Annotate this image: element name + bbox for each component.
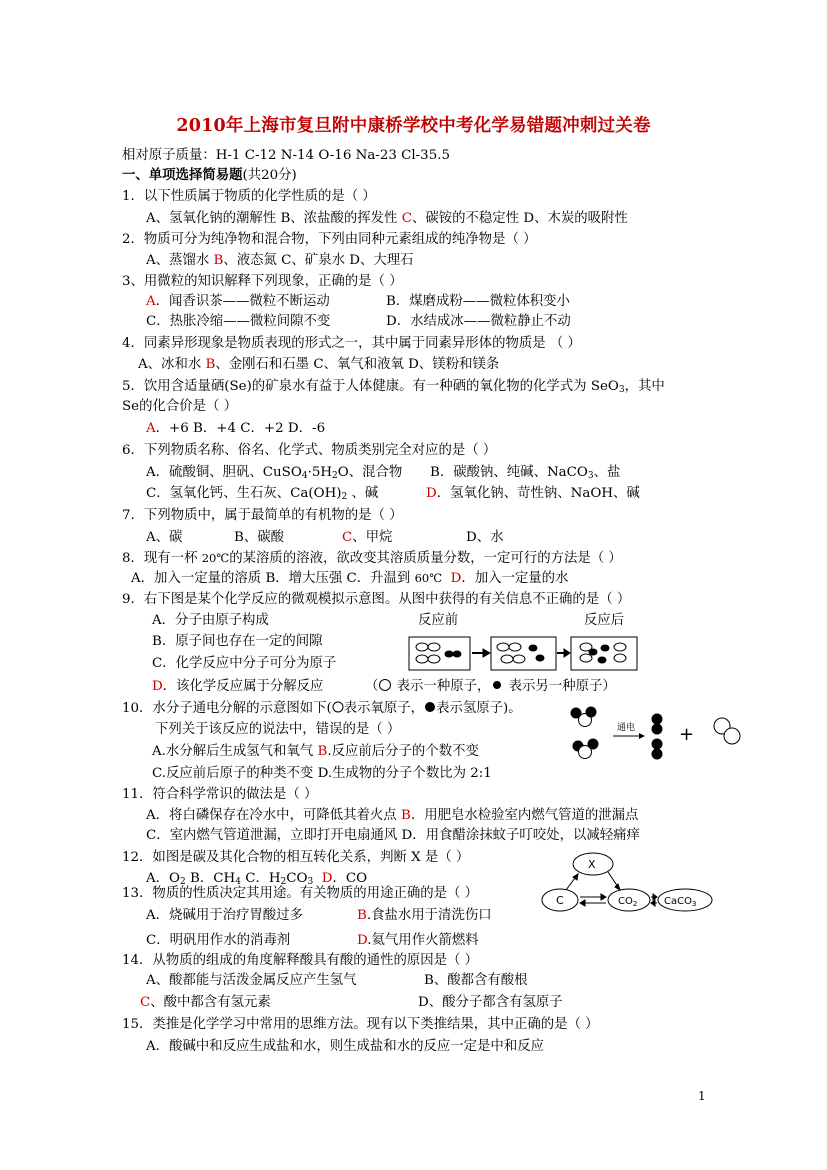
q13-answer-letter-d: D <box>357 933 368 948</box>
atomic-mass-line: 相对原子质量：H-1 C-12 N-14 O-16 Na-23 Cl-35.5 <box>122 148 450 163</box>
q7-option-d: D、水 <box>466 530 504 545</box>
q7-option-a: A、碳 <box>146 530 183 545</box>
question-9-stem: 9．右下图是某个化学反应的微观模拟示意图。从图中获得的有关信息不正确的是（ ） <box>122 592 631 607</box>
oxygen-atom-icon <box>332 701 344 713</box>
q14-option-d: D、酸分子都含有氢原子 <box>418 995 563 1010</box>
q8-stem-post: 的某溶质的溶液，欲改变其溶质质量分数，一定可行的方法是（ ） <box>229 551 622 566</box>
q12-c-sub: 2 <box>280 877 287 887</box>
q10-arrow-label: 通电 <box>617 723 636 733</box>
q6-c-sub: 2 <box>341 492 348 502</box>
q5-subscript: 3 <box>618 385 625 395</box>
q3-option-b: B．煤磨成粉——微粒体积变小 <box>386 294 570 309</box>
q13-option-c: C．明矾用作水的消毒剂 <box>146 933 291 948</box>
q14-answer-letter: C <box>140 995 151 1010</box>
q14-option-a: A、酸都能与活泼金属反应产生氢气 <box>146 973 357 988</box>
q10-stem-pre: 10．水分子通电分解的示意图如下( <box>122 701 332 716</box>
q7-c-text: 、甲烷 <box>352 530 393 545</box>
q10-stem-mid: 表示氧原子， <box>343 701 425 716</box>
q6-b-sub: 3 <box>587 471 594 481</box>
page-number: 1 <box>698 1089 706 1103</box>
q3-option-d: D．水结成冰——微粒静止不动 <box>386 314 571 329</box>
q1-option-a: A、氢氧化钠的潮解性 <box>146 211 281 226</box>
question-14-stem: 14．从物质的组成的角度解释酸具有酸的通性的原因是（ ） <box>122 953 479 968</box>
q4-answer-letter: B <box>205 357 216 372</box>
solid-atom-icon <box>490 678 504 692</box>
q12-carbon-cycle-diagram <box>538 850 718 918</box>
q6-c-post: 、碱 <box>347 486 379 501</box>
q2-option-a: A、蒸馏水 <box>146 253 214 268</box>
question-5-stem-2: Se的化合价是（ ） <box>122 399 238 414</box>
q9-option-a: A．分子由原子构成 <box>152 613 269 628</box>
q9-box-after <box>571 637 637 670</box>
q9-option-b: B．原子间也存在一定的间隙 <box>152 634 323 649</box>
question-8-stem <box>122 549 622 568</box>
hydrogen-atom-icon <box>424 701 436 713</box>
q10-option-a: A.水分解后生成氢气和氧气 <box>152 744 318 759</box>
q13-option-b <box>357 907 492 925</box>
q12-b: B．CH <box>185 871 236 886</box>
question-2-options <box>146 252 414 270</box>
question-15-stem: 15．类推是化学学习中常用的思维方法。现有以下类推结果，其中正确的是（ ） <box>122 1017 599 1032</box>
question-2-stem: 2．物质可分为纯净物和混合物，下列由同种元素组成的纯净物是（ ） <box>122 232 537 247</box>
question-12-stem: 12．如图是碳及其化合物的相互转化关系，判断 X 是（ ） <box>122 850 470 865</box>
q8-opts-text: A．加入一定量的溶质 B．增大压强 C．升温到 <box>131 571 415 586</box>
question-6-stem: 6．下列物质名称、俗名、化学式、物质类别完全对应的是（ ） <box>122 443 497 458</box>
q5-stem-text: 5．饮用含适量硒(Se)的矿泉水有益于人体健康。有一种硒的氧化物的化学式为 SeO <box>122 379 619 394</box>
q10-plus-sign: + <box>679 724 695 745</box>
q12-d: ．CO <box>332 871 368 886</box>
q3-option-c: C．热胀冷缩——微粒间隙不变 <box>146 314 331 329</box>
question-7-stem: 7．下列物质中，属于最简单的有机物的是（ ） <box>122 508 403 523</box>
question-11-stem: 11．符合科学常识的做法是（ ） <box>122 787 318 802</box>
q6-a-text: A．硫酸铜、胆矾、CuSO <box>146 465 302 480</box>
node-co2-label: $CO_2$ <box>618 896 638 908</box>
q8-temp1: 20℃ <box>201 551 230 565</box>
q9-legend-mid: 表示一种原子， <box>392 679 491 694</box>
q2-option-rest: 、液态氮 C、矿泉水 D、大理石 <box>223 253 414 268</box>
q10-option-cd <box>152 765 492 783</box>
q9-d-text: ．该化学反应属于分解反应 <box>162 679 324 694</box>
question-8-options <box>131 569 568 588</box>
q10-option-ab <box>152 743 479 761</box>
question-1-options <box>146 210 628 228</box>
q3-option-a <box>146 293 330 311</box>
q14-option-b: B、酸都含有酸根 <box>424 973 528 988</box>
question-3-stem: 3、用微粒的知识解释下列现象，正确的是（ ） <box>122 274 403 289</box>
question-1-stem: 1．以下性质属于物质的化学性质的是（ ） <box>122 189 376 204</box>
q6-b-post: 、盐 <box>593 465 621 480</box>
q11-option-a: A．将白磷保存在冷水中，可降低其着火点 <box>146 808 401 823</box>
q7-option-b: B、碳酸 <box>234 530 285 545</box>
q1-option-c: 、碳铵的不稳定性 <box>411 211 524 226</box>
question-4-stem: 4．同素异形现象是物质表现的形式之一，其中属于同素异形体的物质是 （ ） <box>122 336 581 351</box>
q9-legend-open: （ <box>365 679 379 694</box>
q11-option-cd: C．室内燃气管道泄漏，立即打开电扇通风 D．用食醋涂抹蚊子叮咬处，以减轻痛痒 <box>146 828 640 843</box>
q9-before-label: 反应前 <box>418 613 459 628</box>
q9-option-c: C．化学反应中分子可分为原子 <box>152 656 337 671</box>
q8-answer-letter: D <box>450 571 462 586</box>
q7-answer-letter: C <box>342 530 353 545</box>
q6-c-text: C．氢氧化钙、生石灰、Ca(OH) <box>146 486 342 501</box>
q13-option-d <box>357 932 479 950</box>
q9-legend <box>365 678 616 696</box>
q1-option-b: B、浓盐酸的挥发性 <box>280 211 402 226</box>
q12-c: C．H <box>240 871 281 886</box>
q11-option-ab <box>146 807 638 825</box>
q13-b-text: .食盐水用于清洗伤口 <box>366 908 492 923</box>
q4-option-a: A、冰和水 <box>138 357 206 372</box>
q10-option-c: C.反应前后原子的种类不变 <box>152 766 318 781</box>
q8-temp2: 60℃ <box>414 571 443 585</box>
q9-after-label: 反应后 <box>584 613 625 628</box>
q6-option-a <box>146 464 402 482</box>
q10-option-b: .反应前后分子的个数不变 <box>327 744 479 759</box>
q5-option-rest: ．+6 B．+4 C．+2 D．-6 <box>155 421 326 436</box>
q6-a-mid: ·5H <box>307 465 333 480</box>
q12-a-sub: 2 <box>180 877 186 887</box>
q4-option-rest: 、金刚石和石墨 C、氧气和液氧 D、镁粉和镁条 <box>215 357 500 372</box>
q12-answer-letter: D <box>321 871 333 886</box>
q7-option-c <box>342 529 392 547</box>
q10-electrolysis-diagram <box>563 702 753 764</box>
q11-answer-letter: B <box>400 808 411 823</box>
node-caco3-label: CaCO$_3$ <box>664 896 697 908</box>
q11-option-b: ．用肥皂水检验室内燃气管道的泄漏点 <box>410 808 639 823</box>
q3-option-a-text: ．闻香识茶——微粒不断运动 <box>155 294 330 309</box>
question-4-options <box>138 356 499 374</box>
q6-option-b <box>430 464 620 482</box>
q5-answer-letter: A <box>146 421 156 436</box>
document-title: 2010年上海市复旦附中康桥学校中考化学易错题冲刺过关卷 <box>176 116 651 136</box>
q15-option-a: A．酸碱中和反应生成盐和水，则生成盐和水的反应一定是中和反应 <box>146 1039 544 1054</box>
question-5-stem <box>122 378 665 396</box>
q12-c-sub2: 3 <box>307 877 314 887</box>
q1-option-d: D、木炭的吸附性 <box>523 211 628 226</box>
q6-d-text: ．氢氧化钠、苛性钠、NaOH、碱 <box>436 486 640 501</box>
q13-d-text: .氦气用作火箭燃料 <box>367 933 479 948</box>
q8-stem-pre: 8．现有一杯 <box>122 551 202 566</box>
q9-option-d <box>152 678 323 696</box>
q10-option-d: D.生成物的分子个数比为 2:1 <box>317 766 492 781</box>
question-10-stem-2: 下列关于该反应的说法中，错误的是（ ） <box>155 722 401 737</box>
q14-option-c <box>140 994 271 1012</box>
section-note: (共20分) <box>242 168 297 183</box>
q6-option-c <box>146 485 378 503</box>
section-heading <box>122 166 297 185</box>
q9-legend-end: 表示另一种原子） <box>504 679 616 694</box>
q8-d-text: ．加入一定量的水 <box>461 571 569 586</box>
q9-reaction-diagram <box>405 634 645 674</box>
q6-b-text: B．碳酸钠、纯碱、NaCO <box>430 465 588 480</box>
q10-answer-letter: B <box>317 744 328 759</box>
question-10-stem <box>122 700 522 718</box>
q6-a-sub1: 4 <box>301 471 308 481</box>
q6-a-post: O、混合物 <box>337 465 403 480</box>
q6-option-d <box>426 485 640 503</box>
section-title: 一、单项选择简易题 <box>122 167 243 183</box>
q3-answer-letter: A <box>146 294 156 309</box>
q13-option-a: A．烧碱用于治疗胃酸过多 <box>146 908 303 923</box>
q2-answer-letter: B <box>213 253 224 268</box>
q12-c-post: CO <box>286 871 308 886</box>
q6-answer-letter: D <box>426 486 437 501</box>
q1-answer-letter: C <box>401 211 412 226</box>
q10-stem-post: 表示氢原子)。 <box>436 701 522 716</box>
question-5-options <box>146 420 325 438</box>
q6-a-sub2: 2 <box>332 471 338 481</box>
node-x-label: X <box>588 858 596 871</box>
hollow-atom-icon <box>378 678 392 692</box>
q14-c-text: 、酸中都含有氢元素 <box>150 995 271 1010</box>
node-c-label: C <box>556 894 564 907</box>
q13-answer-letter-b: B <box>357 908 367 923</box>
q12-b-sub: 4 <box>235 877 241 887</box>
q12-a: A．O <box>146 871 181 886</box>
question-13-stem: 13．物质的性质决定其用途。有关物质的用途正确的是（ ） <box>122 886 479 901</box>
q9-box-middle <box>491 637 556 670</box>
q5-stem-end: ，其中 <box>624 379 665 394</box>
q9-answer-letter: D <box>152 679 163 694</box>
